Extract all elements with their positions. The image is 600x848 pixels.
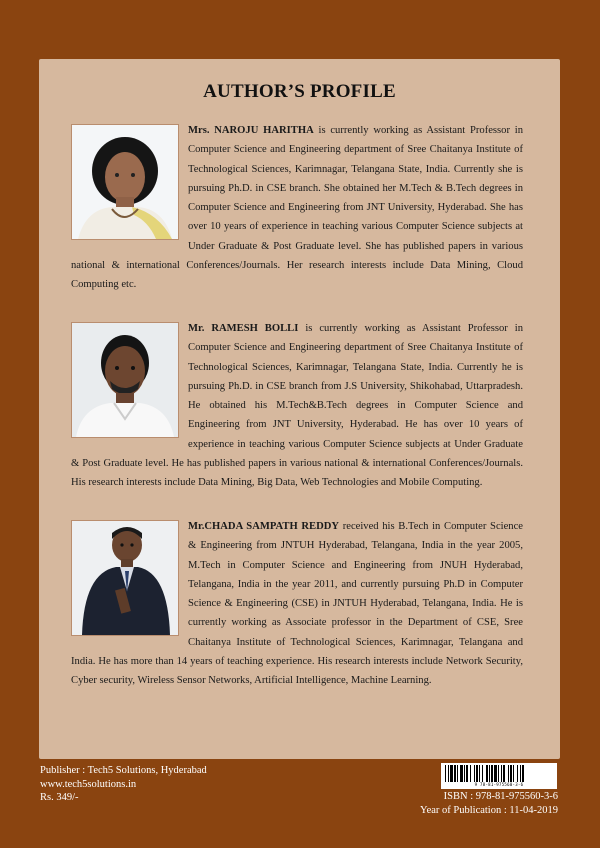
barcode-number: 9 78-81-975560-3-6 (474, 782, 524, 787)
barcode-bar (486, 765, 488, 782)
publisher-name: Publisher : Tech5 Solutions, Hyderabad (40, 765, 207, 776)
author-name: Mr.CHADA SAMPATH REDDY (188, 521, 340, 532)
barcode-bar (470, 765, 471, 782)
barcode-bar (510, 765, 512, 782)
barcode-bar (489, 765, 490, 782)
author-profile-3 (71, 517, 523, 691)
barcode-bar (460, 765, 463, 782)
author-profile-1 (71, 121, 523, 295)
publisher-info (40, 764, 207, 805)
barcode-bar (522, 765, 524, 782)
page-title: AUTHOR’S PROFILE (203, 81, 396, 102)
barcode-bar (448, 765, 449, 782)
barcode-bar (445, 765, 446, 782)
barcode-bar (474, 765, 475, 782)
author-photo (71, 322, 179, 438)
isbn-text: ISBN : 978-81-975560-3-6 (443, 791, 558, 802)
barcode-bar (513, 765, 514, 782)
publisher-website[interactable]: www.tech5solutions.in (40, 778, 137, 790)
barcode-bar (508, 765, 509, 782)
barcode-bar (501, 765, 502, 782)
author-name: Mr. RAMESH BOLLI (188, 323, 299, 334)
barcode-bar (457, 765, 458, 782)
barcode-bar (517, 765, 518, 782)
barcode-bar (494, 765, 497, 782)
author-bio: is currently working as Assistant Professor in Computer Science and Engineering department of Sree Chaitanya Institute of Technological Sciences, Karimnagar, Telangana State, India. Currently he is pursuing Ph.D. in CSE branch from J.S University, Shikohabad, Uttarpradesh. He obtained his M.Tech&B.Tech degrees in Computer Science and Engineering from JNT University, Hyderabad. He has over 10 years of experience in teaching various Computer Science subjects at Under Graduate & Post Graduate level. He has published papers in various national & international Conferences/Journals. His research interests include Data Mining, Big Data, Web Technologies and Mobile Computing. (71, 323, 524, 489)
barcode-bar (491, 765, 493, 782)
barcode-bar (503, 765, 505, 782)
author-photo (71, 124, 179, 240)
book-price: Rs. 349/- (40, 792, 79, 803)
barcode-bar (476, 765, 478, 782)
isbn-barcode (441, 763, 557, 789)
barcode-bar (482, 765, 483, 782)
barcode-bar (520, 765, 521, 782)
profile-panel (39, 59, 560, 759)
barcode-bar (450, 765, 453, 782)
barcode-bar (454, 765, 456, 782)
barcode-bar (498, 765, 499, 782)
barcode-bar (466, 765, 468, 782)
author-name: Mrs. NAROJU HARITHA (188, 125, 314, 136)
barcode-bar (479, 765, 480, 782)
author-bio: is currently working as Assistant Professor in Computer Science and Engineering department of Sree Chaitanya Institute of Technological Sciences, Karimnagar, Telangana State, India. Currently she is pursuing Ph.D. in CSE branch. She obtained her M.Tech & B.Tech degrees in Computer Science and Engineering from JNT University, Hyderabad. She has over 10 years of experience in teaching various Computer Science subjects at Under Graduate & Post Graduate level. She has published papers in various national & international Conferences/Journals. Her research interests include Data Mining, Cloud Computing etc. (71, 125, 523, 291)
barcode-bars (444, 765, 554, 782)
author-photo (71, 520, 179, 636)
publication-info (420, 790, 558, 817)
publication-year: Year of Publication : 11-04-2019 (420, 804, 558, 816)
author-profile-2 (71, 319, 523, 493)
barcode-bar (464, 765, 465, 782)
author-bio: received his B.Tech in Computer Science & Engineering from JNTUH Hyderabad, Telangana, India in the year 2005, M.Tech in Computer Science and Engineering from JNUH Hyderabad, Telangana, India in the year 2011, and currently pursuing Ph.D in Computer Science & Engineering (CSE) in JNTUH Hyderabad, Telangana, India. He is currently working as Associate professor in the Department of CSE, Sree Chaitanya Institute of Technological Sciences, Karimnagar, Telangana and India. He has more than 14 years of teaching experience. His research interests include Network Security, Cyber security, Wireless Sensor Networks, Artificial Intelligence, Machine Learning. (71, 521, 523, 687)
